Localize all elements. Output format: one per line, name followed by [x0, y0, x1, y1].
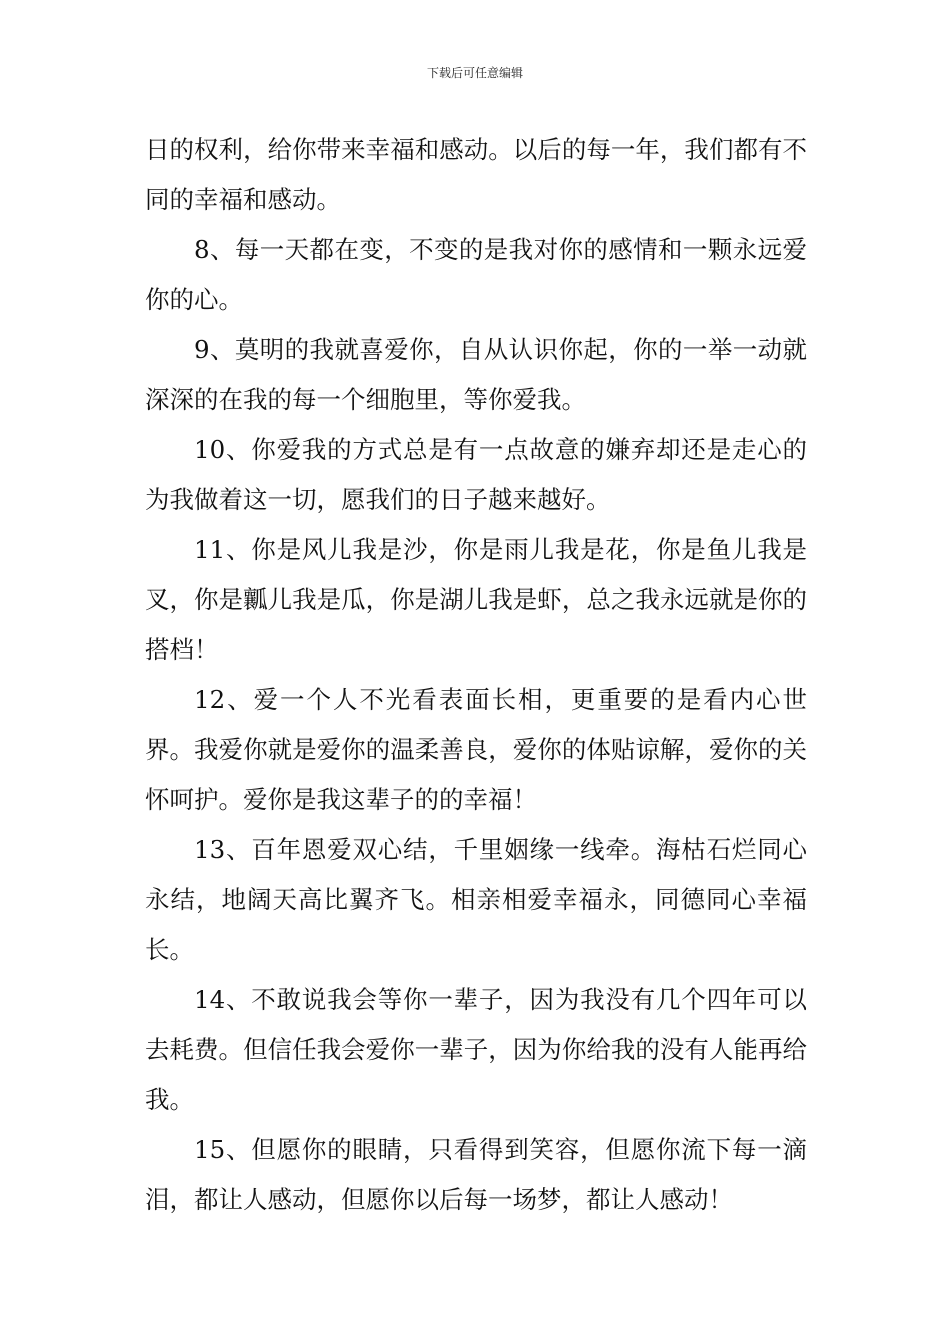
paragraph-13: 13、百年恩爱双心结，千里姻缘一线牵。海枯石烂同心永结，地阔天高比翼齐飞。相亲相爱幸福永，同德同心幸福长。 — [145, 835, 807, 964]
paragraph-9: 9、莫明的我就喜爱你，自从认识你起，你的一举一动就深深的在我的每一个细胞里，等你爱我。 — [145, 335, 807, 414]
paragraph-11: 11、你是风儿我是沙，你是雨儿我是花，你是鱼儿我是叉，你是瓤儿我是瓜，你是湖儿我是虾，总之我永远就是你的搭档！ — [145, 535, 807, 664]
paragraph-12: 12、爱一个人不光看表面长相，更重要的是看内心世界。我爱你就是爱你的温柔善良，爱你的体贴谅解，爱你的关怀呵护。爱你是我这辈子的的幸福！ — [145, 685, 807, 814]
document-body — [145, 125, 807, 1225]
paragraph-14: 14、不敢说我会等你一辈子，因为我没有几个四年可以去耗费。但信任我会爱你一辈子，因为你给我的没有人能再给我。 — [145, 985, 807, 1114]
paragraph-8: 8、每一天都在变，不变的是我对你的感情和一颗永远爱你的心。 — [145, 235, 807, 314]
page-header: 下载后可任意编辑 — [426, 66, 523, 80]
paragraph-continuation: 日的权利，给你带来幸福和感动。以后的每一年，我们都有不同的幸福和感动。 — [145, 135, 807, 214]
paragraph-15: 15、但愿你的眼睛，只看得到笑容，但愿你流下每一滴泪，都让人感动，但愿你以后每一场梦，都让人感动！ — [145, 1135, 807, 1214]
paragraph-10: 10、你爱我的方式总是有一点故意的嫌弃却还是走心的为我做着这一切，愿我们的日子越来越好。 — [145, 435, 807, 514]
